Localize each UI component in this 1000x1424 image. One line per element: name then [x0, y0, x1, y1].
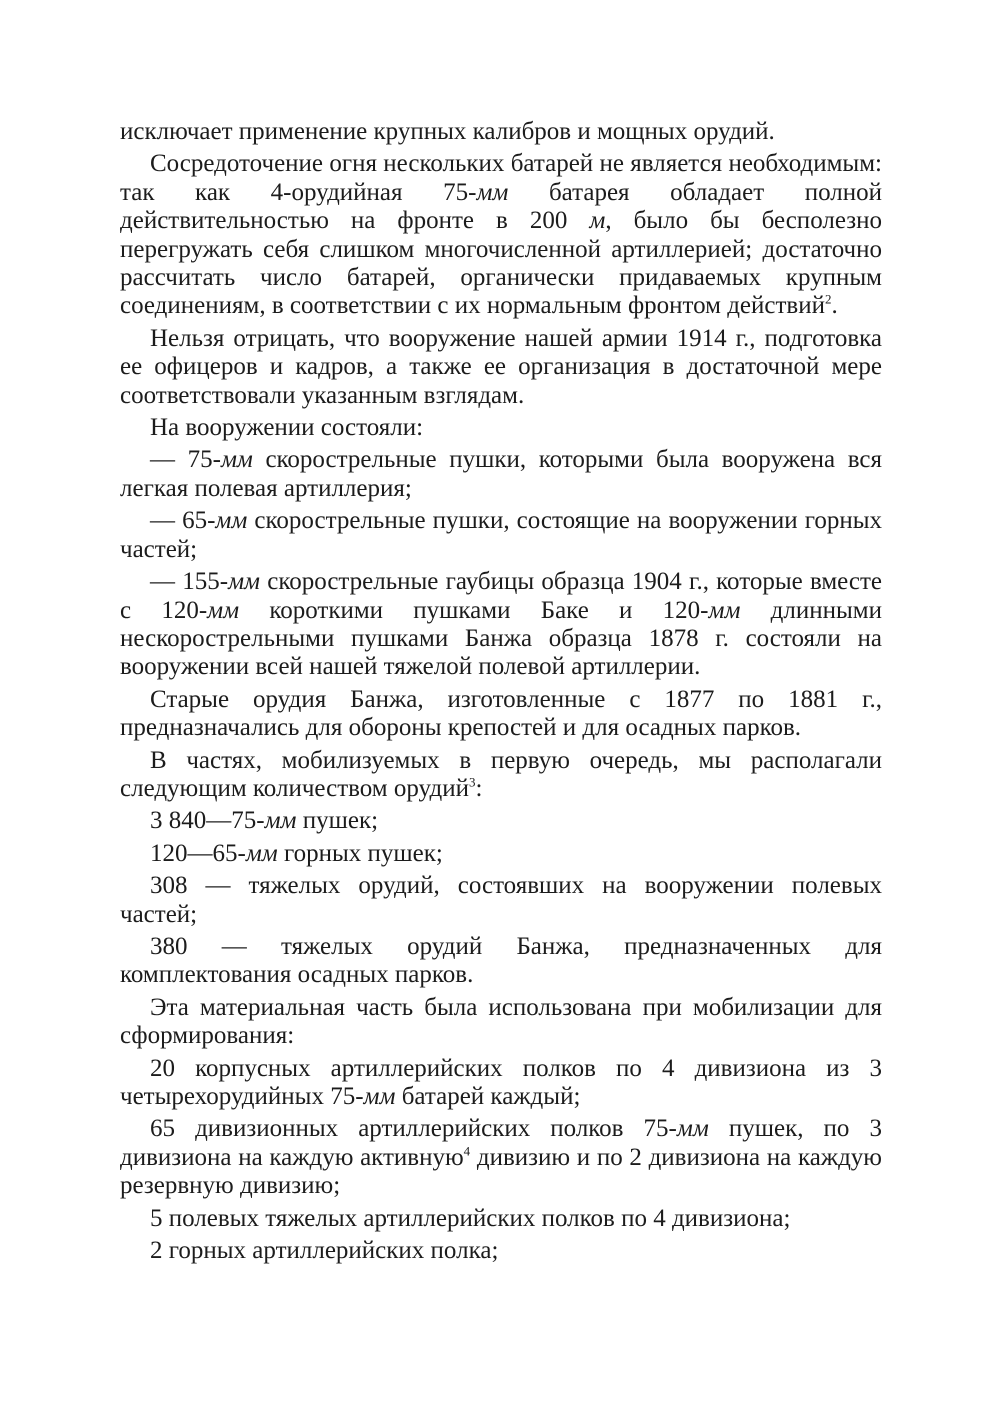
paragraph: [120, 1115, 882, 1200]
list-item: — 75-мм скорострельные пушки, которыми была вооружена вся легкая полевая артиллерия;: [120, 446, 883, 502]
list-item: — 65-мм скорострельные пушки, состоящие на вооружении горных частей;: [120, 507, 883, 563]
paragraph: Эта материальная часть была использована при мобилизации для сформирования:: [120, 993, 882, 1050]
document-page: [120, 118, 882, 1269]
count-line: 120—65-мм горных пушек;: [150, 839, 443, 867]
paragraph: 5 полевых тяжелых артиллерийских полков по 4 дивизиона;: [150, 1204, 791, 1232]
footnote-marker: 3: [468, 774, 476, 790]
footnote-marker: 2: [825, 292, 832, 308]
count-line: 3 840—75-мм пушек;: [150, 807, 379, 835]
paragraph: исключает применение крупных калибров и мощных орудий.: [120, 118, 775, 145]
count-line: 380 — тяжелых орудий Банжа, предназначенных для комплектования осадных парков.: [120, 932, 882, 989]
paragraph-tail: .: [831, 292, 838, 320]
footnote-marker: 4: [463, 1143, 471, 1159]
count-line: 308 — тяжелых орудий, состоявших на вооружении полевых частей;: [120, 872, 882, 928]
list-item: — 155-мм скорострельные гаубицы образца 1904 г., которые вместе с 120-мм короткими пушками Баке и 120-мм длинными нескорострельными пушками Банжа образца 1878 г. состояли на вооружении всей нашей тяжелой полевой артиллерии.: [120, 568, 882, 681]
paragraph-tail: :: [475, 774, 483, 802]
paragraph: Нельзя отрицать, что вооружение нашей армии 1914 г., подготовка ее офицеров и кадров, а также ее организация в достаточной мере соответствовали указанным взглядам.: [120, 324, 882, 409]
paragraph: 2 горных артиллерийских полка;: [150, 1237, 499, 1265]
paragraph: [120, 150, 882, 320]
paragraph: [120, 747, 882, 804]
paragraph-text: В частях, мобилизуемых в первую очередь, мы располагали следующим количеством орудий: [120, 746, 882, 802]
paragraph: 20 корпусных артиллерийских полков по 4 дивизиона из 3 четырехорудийных 75-мм батарей каждый;: [120, 1054, 882, 1110]
paragraph-tail: дивизию и по 2 дивизиона на каждую резервную дивизию;: [120, 1143, 882, 1200]
paragraph-text: 65 дивизионных артиллерийских полков 75-мм пушек, по 3 дивизиона на каждую активную: [120, 1115, 882, 1171]
paragraph: На вооружении состояли:: [150, 414, 424, 442]
paragraph: Старые орудия Банжа, изготовленные с 1877 по 1881 г., предназначались для обороны крепостей и для осадных парков.: [120, 685, 882, 742]
paragraph-text: Сосредоточение огня нескольких батарей не является необходимым: так как 4-орудийная 75-мм батарея обладает полной действительностью на фронте в 200 м, было бы бесполезно перегружать себя слишком многочисленной артиллерией; достаточно рассчитать число батарей, органически придаваемых крупным соединениям, в соответствии с их нормальным фронтом действий: [120, 150, 882, 320]
